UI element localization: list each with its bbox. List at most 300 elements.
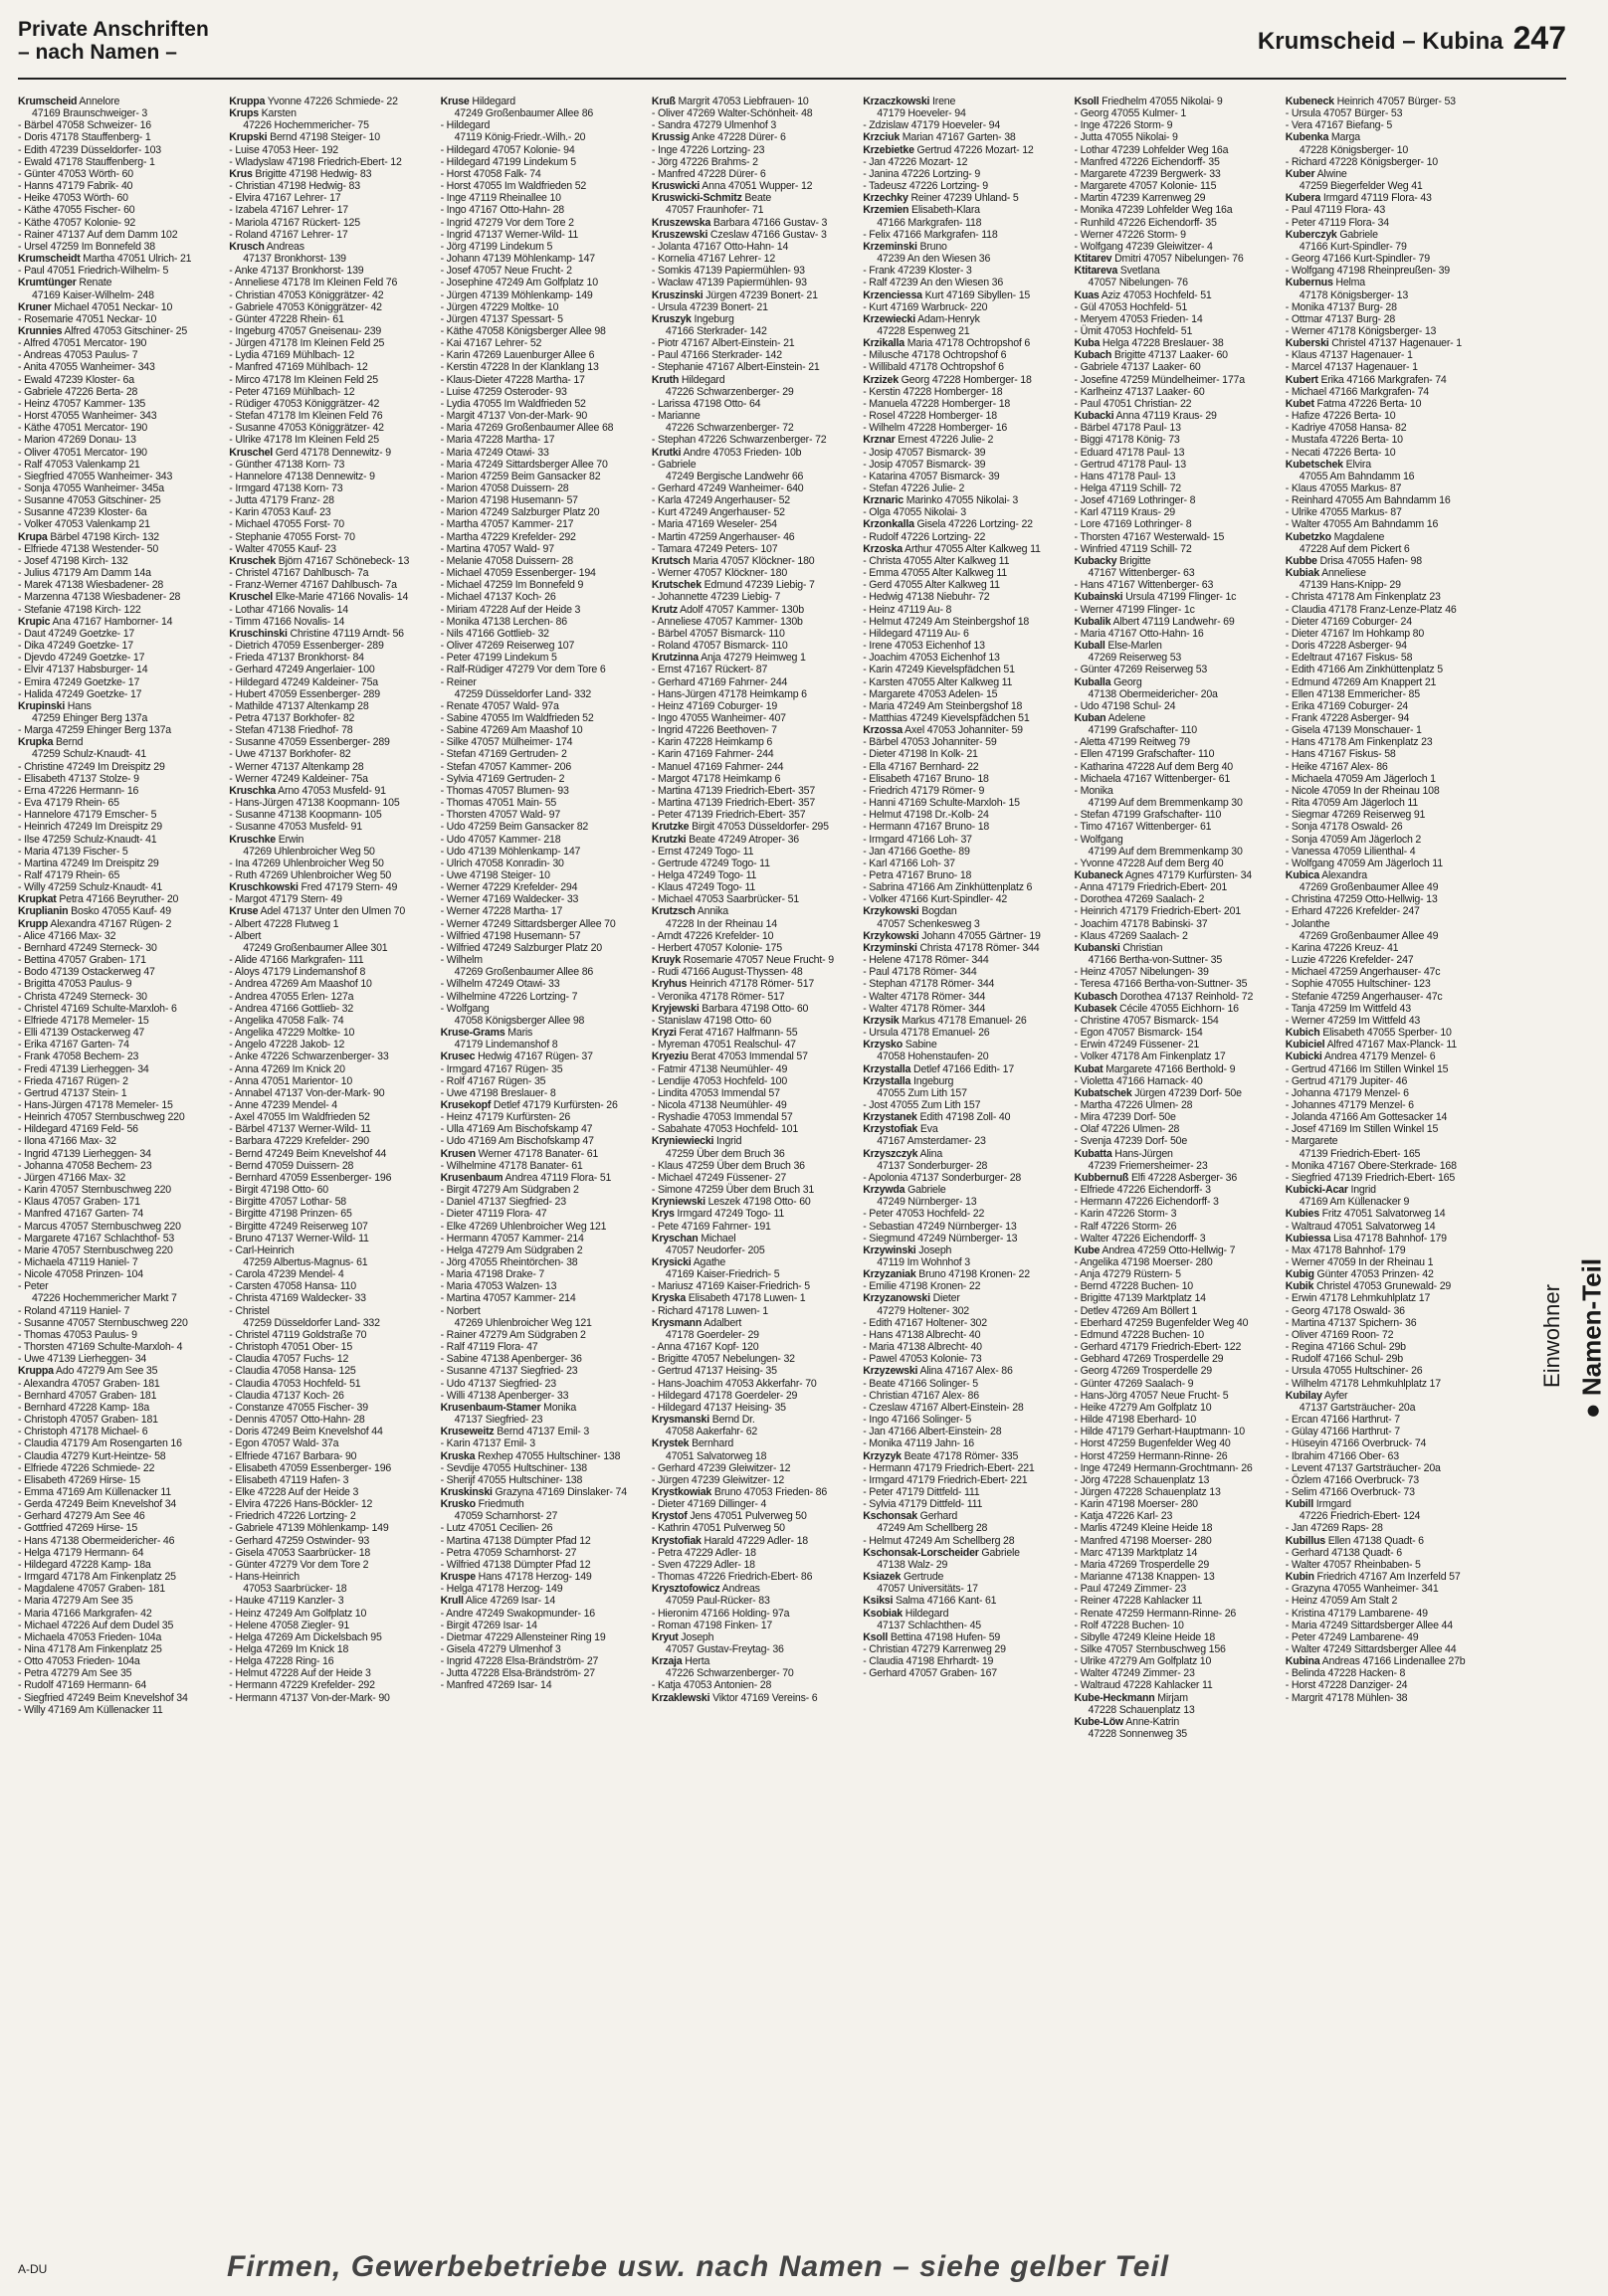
- directory-entry: - Waltraud 47228 Kahlacker 11: [1074, 1679, 1213, 1692]
- directory-entry: - Luise 47259 Osteroder- 93: [440, 385, 567, 398]
- entry-details: Alina: [917, 1147, 943, 1160]
- directory-entry: [1075, 96, 1277, 107]
- directory-entry: - Kathrin 47051 Pulverweg 50: [651, 1522, 785, 1535]
- directory-entry: - Käthe 47058 Königsberger Allee 98: [440, 324, 606, 337]
- surname: Kruschke: [229, 833, 276, 846]
- entry-details: Jens 47051 Pulverweg 50: [687, 1510, 807, 1523]
- directory-entry: [652, 1051, 854, 1062]
- entry-details: Andrea 47119 Flora- 51: [502, 1171, 612, 1184]
- directory-entry: - Elisabeth 47137 Stolze- 9: [18, 772, 139, 785]
- directory-entry: - Birgit 47269 Isar- 14: [440, 1619, 537, 1631]
- directory-entry: - Michael 47259 Angerhauser- 47c: [1285, 966, 1441, 979]
- surname: Krupinski: [18, 699, 66, 712]
- surname: Kubillus: [1285, 1534, 1325, 1547]
- directory-entry: - Sabine 47269 Am Maashof 10: [440, 724, 583, 737]
- directory-entry: [863, 1063, 1065, 1075]
- entry-details: Monika: [540, 1401, 577, 1414]
- directory-entry: - Monika 47167 Oberе-Sterkrade- 168: [1285, 1159, 1457, 1172]
- surname: Kruskinski: [440, 1485, 493, 1498]
- surname: Kruth: [651, 373, 680, 386]
- entry-details: Albert 47119 Landwehr- 69: [1110, 615, 1235, 628]
- directory-entry: - Jutta 47179 Franz- 28: [229, 494, 334, 507]
- directory-entry: 47226 Schwarzenberger- 70: [665, 1667, 794, 1680]
- directory-entry: - Wilfried 47249 Salzburger Platz 20: [440, 941, 602, 954]
- directory-entry: 47226 Friedrich-Ebert- 124: [1299, 1510, 1421, 1523]
- directory-entry: [1286, 555, 1488, 567]
- entry-details: Detlef 47179 Kurfürsten- 26: [491, 1098, 618, 1111]
- entry-details: Ellen 47138 Quadt- 6: [1324, 1534, 1424, 1547]
- directory-entry: - Carl-Heinrich: [229, 1244, 295, 1256]
- directory-entry: - Katharina 47228 Auf dem Berg 40: [1074, 760, 1233, 773]
- directory-entry: - Walter 47226 Eichendorff- 3: [1074, 1232, 1206, 1244]
- entry-details: Friedmuth: [475, 1498, 524, 1511]
- directory-entry: - Hans 47178 Am Finkenplatz 23: [1285, 736, 1433, 749]
- directory-entry: - Walter 47249 Sittardsberger Allee 44: [1285, 1643, 1457, 1655]
- directory-entry: 47269 Großenbaumer Allee 49: [1299, 881, 1439, 894]
- entry-details: Irmgard: [1313, 1498, 1351, 1511]
- directory-entry: [652, 447, 854, 459]
- directory-entry: - Christel 47169 Schulte-Marxloh- 6: [18, 1002, 177, 1015]
- directory-entry: - Sandra 47279 Ulmenhof 3: [651, 119, 777, 132]
- directory-column: [1075, 96, 1277, 2232]
- directory-entry: - Sylvia 47179 Dittfeld- 111: [863, 1498, 983, 1511]
- directory-entry: - Maria 47249 Sittardsberger Allee 44: [1285, 1619, 1453, 1631]
- directory-entry: - Volker 47178 Am Finkenplatz 17: [1074, 1051, 1226, 1063]
- directory-entry: - Karin 47198 Moerser- 280: [1074, 1498, 1198, 1511]
- directory-entry: - Ralf-Rüdiger 47279 Vor dem Tore 6: [440, 664, 606, 676]
- directory-entry: - Timo 47167 Wittenberger- 61: [1074, 821, 1212, 834]
- directory-entry: - Heike 47279 Am Golfplatz 10: [1074, 1401, 1212, 1414]
- directory-entry: [1286, 1027, 1488, 1039]
- directory-entry: - Marlis 47249 Kleine Heide 18: [1074, 1522, 1213, 1535]
- surname: Kruszyk: [651, 312, 692, 325]
- directory-entry: - Heinrich 47179 Friedrich-Ebert- 201: [1074, 905, 1241, 918]
- entry-details: Annika: [695, 905, 728, 918]
- directory-entry: - Udo 47137 Siegfried- 23: [440, 1377, 556, 1390]
- directory-entry: - Katja 47226 Karl- 23: [1074, 1510, 1173, 1523]
- directory-entry: [1075, 1063, 1277, 1075]
- directory-entry: - Manfred 47198 Moerser- 280: [1074, 1534, 1212, 1547]
- entry-details: Anneliese: [1318, 567, 1366, 580]
- directory-entry: [652, 1655, 854, 1667]
- entry-details: Bernd 47137 Emil- 3: [494, 1426, 590, 1438]
- entry-details: Ursula 47199 Flinger- 1c: [1122, 591, 1237, 604]
- directory-entry: - Silke 47057 Sternbuschweg 156: [1074, 1643, 1226, 1655]
- directory-entry: - Dika 47249 Goetzke- 17: [18, 640, 133, 653]
- directory-entry: - Max 47178 Bahnhof- 179: [1285, 1244, 1406, 1256]
- directory-entry: - Brigitte 47057 Nebelungen- 32: [651, 1353, 795, 1366]
- directory-entry: - Franz-Werner 47167 Dahlbusch- 7a: [229, 579, 397, 592]
- directory-entry: - Miriam 47228 Auf der Heide 3: [440, 603, 581, 616]
- directory-entry: [1286, 398, 1488, 410]
- directory-entry: - Inge 47226 Lortzing- 23: [651, 143, 765, 156]
- directory-entry: [18, 277, 220, 288]
- surname: Kubach: [1074, 349, 1112, 362]
- directory-entry: - Johanna 47179 Menzel- 6: [1285, 1086, 1409, 1099]
- directory-entry: [1075, 1692, 1277, 1704]
- directory-entry: - Halida 47249 Goetzke- 17: [18, 687, 142, 700]
- entry-details: Arthur 47055 Alter Kalkweg 11: [903, 542, 1041, 555]
- directory-entry: - Frank 47228 Asberger- 94: [1285, 711, 1410, 724]
- directory-entry: 47057 Neudorfer- 205: [665, 1244, 765, 1256]
- surname: Kubernus: [1285, 277, 1333, 289]
- directory-entry: - Petra 47137 Borkhofer- 82: [229, 711, 355, 724]
- directory-entry: - Christine 47057 Bismarck- 154: [1074, 1014, 1219, 1027]
- directory-entry: - Stefanie 47198 Kirch- 122: [18, 603, 141, 616]
- directory-entry: - Angelika 47058 Falk- 74: [229, 1014, 344, 1027]
- directory-entry: - Jutta 47055 Nikolai- 9: [1074, 131, 1178, 144]
- directory-entry: [863, 942, 1065, 954]
- directory-entry: - Doris 47249 Beim Knevelshof 44: [229, 1426, 383, 1438]
- directory-entry: - Martina 47139 Friedrich-Ebert- 357: [651, 784, 816, 797]
- surname: Kubig: [1285, 1268, 1314, 1281]
- entry-details: Irmgard 47249 Togo- 11: [674, 1208, 785, 1221]
- surname: Kubenka: [1285, 131, 1329, 144]
- directory-entry: - Johannes 47179 Menzel- 6: [1285, 1098, 1414, 1111]
- directory-entry: [441, 1099, 643, 1111]
- surname: Kuballa: [1074, 675, 1111, 688]
- directory-entry: - Wilhelm 47178 Lehmkuhlplatz 17: [1285, 1377, 1441, 1390]
- directory-entry: - Heinz 47059 Am Stalt 2: [1285, 1595, 1398, 1608]
- directory-entry: - Renate 47057 Wald- 97a: [440, 699, 559, 712]
- directory-entry: [863, 289, 1065, 301]
- surname: Kubanski: [1074, 941, 1120, 954]
- directory-entry: - Gerhard 47138 Quadt- 6: [1285, 1546, 1402, 1559]
- surname: Kubacky: [1074, 554, 1117, 567]
- directory-entry: - Wilhelm 47228 Homberger- 16: [863, 422, 1008, 435]
- surname: Kubacki: [1074, 410, 1114, 423]
- directory-entry: [1286, 1208, 1488, 1220]
- surname: Krusec: [440, 1051, 476, 1063]
- directory-entry: - Christa 47055 Alter Kalkweg 11: [863, 554, 1010, 567]
- surname: Krupa: [18, 530, 48, 543]
- directory-entry: - Ralf 47239 An den Wiesen 36: [863, 277, 1004, 289]
- directory-entry: - Helmut 47249 Am Steinbergshof 18: [863, 615, 1030, 628]
- directory-entry: - Christa 47169 Waldecker- 33: [229, 1292, 366, 1305]
- entry-details: Friedhelm 47055 Nikolai- 9: [1099, 96, 1223, 107]
- directory-entry: [863, 1123, 1065, 1135]
- directory-entry: - Richard 47228 Königsberger- 10: [1285, 155, 1438, 168]
- surname: Krups: [229, 107, 259, 120]
- directory-entry: - Ursula 47057 Bürger- 53: [1285, 107, 1403, 120]
- directory-entry: - Klaus 47249 Togo- 11: [651, 881, 756, 894]
- directory-entry: - Werner 47228 Martha- 17: [440, 905, 563, 918]
- directory-entry: 47119 Im Wohnhof 3: [877, 1256, 970, 1268]
- directory-entry: - Dieter 47169 Coburger- 24: [1285, 615, 1412, 628]
- directory-entry: - Christian 47053 Königgrätzer- 42: [229, 288, 384, 301]
- directory-entry: - Stefan 47226 Julie- 2: [863, 482, 965, 494]
- directory-entry: - Margarete 47239 Bergwerk- 33: [1074, 167, 1221, 180]
- entry-details: Alwine: [1314, 167, 1347, 180]
- directory-entry: - Walter 47249 Zimmer- 23: [1074, 1667, 1195, 1680]
- surname: Krzyminski: [863, 941, 917, 954]
- entry-details: Hildegard: [903, 1607, 949, 1620]
- directory-entry: - Heinz 47179 Kurfürsten- 26: [440, 1111, 571, 1124]
- surname: Kruspe: [440, 1571, 476, 1584]
- directory-entry: 47051 Salvatorweg 18: [665, 1449, 767, 1462]
- directory-entry: - Christa 47249 Sterneck- 30: [18, 990, 147, 1003]
- directory-entry: - Günter 47228 Rhein- 61: [229, 312, 344, 325]
- entry-details: Adelene: [1106, 711, 1146, 724]
- directory-entry: 47249 Nürnberger- 13: [877, 1196, 977, 1209]
- directory-entry: - Werner 47199 Flinger- 1c: [1074, 603, 1195, 616]
- entry-details: Fred 47179 Stern- 49: [298, 881, 398, 894]
- directory-entry: - Arndt 47226 Krefelder- 10: [651, 929, 774, 942]
- directory-entry: - Necati 47226 Berta- 10: [1285, 446, 1396, 459]
- directory-entry: - Klaus 47057 Graben- 171: [18, 1196, 140, 1209]
- directory-entry: - Hilde 47179 Gerhart-Hauptmann- 10: [1074, 1426, 1245, 1438]
- directory-entry: 47169 Kaiser-Wilhelm- 248: [32, 288, 154, 301]
- directory-entry: - Maria 47138 Albrecht- 40: [863, 1341, 982, 1354]
- directory-entry: - Tadeusz 47226 Lortzing- 9: [863, 180, 988, 193]
- directory-entry: [1286, 1390, 1488, 1402]
- directory-entry: [863, 1075, 1065, 1087]
- entry-details: Georg 47228 Homberger- 18: [898, 373, 1032, 386]
- directory-entry: - Sylvia 47169 Gertruden- 2: [440, 772, 565, 785]
- directory-entry: - Wolfgang: [1074, 833, 1123, 846]
- directory-entry: - Edeltraut 47167 Fiskus- 58: [1285, 652, 1413, 665]
- entry-details: Grazyna 47169 Dinslaker- 74: [492, 1485, 627, 1498]
- directory-entry: [863, 1510, 1065, 1522]
- directory-entry: - Peter 47249 Lambarene- 49: [1285, 1630, 1419, 1643]
- directory-entry: - Angelika 47198 Moerser- 280: [1074, 1256, 1213, 1268]
- directory-entry: - Kristina 47179 Lambarene- 49: [1285, 1607, 1428, 1620]
- directory-entry: 47179 Lindemanshof 8: [454, 1039, 558, 1052]
- directory-entry: - Ursula 47239 Bonert- 21: [651, 300, 768, 313]
- surname: Krznar: [863, 434, 896, 447]
- directory-entry: - Edmund 47228 Buchen- 10: [1074, 1328, 1204, 1341]
- directory-entry: - Dieter 47169 Dillinger- 4: [651, 1498, 767, 1511]
- entry-details: Helga 47228 Breslauer- 38: [1100, 337, 1224, 350]
- directory-entry: - Margot 47179 Stern- 49: [229, 893, 342, 906]
- directory-entry: - Gertrude 47249 Togo- 11: [651, 857, 770, 869]
- surname: Krzaklewski: [651, 1691, 710, 1704]
- directory-entry: - Margarete 47057 Kolonie- 115: [1074, 180, 1217, 193]
- directory-entry: - Rosemarie 47051 Neckar- 10: [18, 312, 157, 325]
- entry-details: Maria 47057 Klöckner- 180: [690, 554, 815, 567]
- surname: Kuball: [1074, 640, 1106, 653]
- surname: Krutzinna: [651, 652, 699, 665]
- surname: Kube: [1074, 1244, 1101, 1256]
- entry-details: Irene: [929, 96, 956, 107]
- directory-entry: 47226 Hochemmericher- 75: [243, 119, 369, 132]
- entry-details: Marinko 47055 Nikolai- 3: [903, 494, 1019, 507]
- surname: Kubich: [1285, 1027, 1320, 1040]
- directory-entry: - Ralf 47226 Storm- 26: [1074, 1220, 1177, 1233]
- directory-entry: 47166 Bertha-von-Suttner- 35: [1088, 954, 1223, 967]
- directory-entry: - Horst 47259 Bugenfelder Weg 40: [1074, 1437, 1231, 1450]
- directory-entry: - Michaela 47167 Wittenberger- 61: [1074, 772, 1231, 785]
- surname: Kruppa: [229, 96, 266, 107]
- surname: Krzyzaniak: [863, 1268, 916, 1281]
- directory-entry: - Marion 47058 Duissern- 28: [440, 482, 569, 494]
- directory-entry: - Johann 47139 Möhlenkamp- 147: [440, 253, 595, 266]
- directory-entry: 47167 Wittenberger- 63: [1088, 567, 1195, 580]
- directory-entry: - Kadriye 47058 Hansa- 82: [1285, 422, 1407, 435]
- directory-entry: [1286, 1051, 1488, 1062]
- entry-details: Anne-Katrin: [1123, 1715, 1180, 1728]
- surname: Kubicki: [1285, 1051, 1322, 1063]
- surname: Ksiazek: [863, 1571, 902, 1584]
- directory-entry: - Bruno 47137 Werner-Wild- 11: [229, 1232, 369, 1244]
- surname: Krupic: [18, 615, 51, 628]
- entry-details: Dorothea 47137 Reinhold- 72: [1116, 990, 1254, 1003]
- directory-entry: - Ingo 47166 Solinger- 5: [863, 1414, 972, 1427]
- directory-entry: 47059 Paul-Rücker- 83: [665, 1595, 770, 1608]
- surname: Krzywda: [863, 1184, 905, 1197]
- directory-entry: [652, 1583, 854, 1595]
- directory-entry: - Gerhard 47239 Gleiwitzer- 12: [651, 1461, 791, 1474]
- directory-entry: - Kornelia 47167 Lehrer- 12: [651, 253, 776, 266]
- surname: Krussig: [651, 131, 690, 144]
- directory-entry: [441, 1148, 643, 1160]
- directory-entry: - Andre 47249 Swakopmunder- 16: [440, 1607, 595, 1620]
- directory-entry: - Christian 47279 Karrenweg 29: [863, 1643, 1006, 1655]
- entry-details: Rexhep 47055 Hultschiner- 138: [475, 1449, 621, 1462]
- directory-entry: [1286, 869, 1488, 881]
- directory-entry: - Heinz 47169 Coburger- 19: [651, 699, 778, 712]
- directory-entry: - Maria 47169 Weseler- 254: [651, 518, 777, 531]
- surname: Kuber: [1285, 167, 1315, 180]
- surname: Kryeziu: [651, 1051, 689, 1063]
- entry-details: Beate 47178 Römer- 335: [901, 1449, 1019, 1462]
- directory-entry: - Marion 47259 Beim Gansacker 82: [440, 470, 601, 482]
- directory-entry: - Helga 47279 Am Südgraben 2: [440, 1244, 583, 1256]
- directory-entry: 47137 Schlachthen- 45: [877, 1619, 981, 1631]
- directory-entry: - Milusche 47178 Ochtropshof 6: [863, 349, 1007, 362]
- directory-entry: - Joachim 47053 Eichenhof 13: [863, 652, 1000, 665]
- entry-details: Bosko 47055 Kauf- 49: [68, 905, 171, 918]
- entry-details: Czeslaw 47166 Gustav- 3: [707, 228, 827, 241]
- surname: Kryzi: [651, 1027, 677, 1040]
- directory-entry: 47226 Schwarzenberger- 29: [665, 385, 794, 398]
- directory-entry: - Erhard 47226 Krefelder- 247: [1285, 905, 1420, 918]
- directory-entry: - Heinrich 47249 Im Dreispitz 29: [18, 821, 162, 834]
- directory-entry: - Janina 47226 Lortzing- 9: [863, 167, 981, 180]
- directory-entry: - Pete 47169 Fahrner- 191: [651, 1220, 771, 1233]
- directory-entry: - Manfred 47269 Isar- 14: [440, 1679, 552, 1692]
- entry-details: Brigitte 47198 Hedwig- 83: [252, 167, 372, 180]
- surname: Kubik: [1285, 1280, 1314, 1293]
- directory-entry: 47259 Schulz-Knaudt- 41: [32, 748, 146, 761]
- running-head: [1258, 20, 1566, 57]
- directory-entry: - Hedwig 47138 Niebuhr- 72: [863, 591, 990, 604]
- directory-entry: - Svenja 47239 Dorf- 50e: [1074, 1135, 1188, 1148]
- entry-details: Fatma 47226 Berta- 10: [1313, 397, 1422, 410]
- entry-details: Ayfer: [1321, 1389, 1348, 1402]
- directory-entry: - Kerstin 47228 In der Klanklang 13: [440, 361, 599, 374]
- directory-entry: - Gerhard 47179 Friedrich-Ebert- 122: [1074, 1341, 1242, 1354]
- entry-details: Bruno 47053 Frieden- 86: [711, 1485, 828, 1498]
- directory-entry: - Brigitte 47139 Marktplatz 14: [1074, 1292, 1206, 1305]
- directory-entry: - Kai 47167 Lehrer- 52: [440, 337, 542, 350]
- surname: Krysztofowicz: [651, 1583, 720, 1596]
- surname: Krystof: [651, 1510, 688, 1523]
- entry-details: Adel 47137 Unter den Ulmen 70: [258, 905, 406, 918]
- directory-entry: [652, 229, 854, 241]
- entry-details: Renate: [76, 277, 112, 289]
- directory-entry: [863, 930, 1065, 942]
- directory-entry: - Frank 47058 Bechem- 23: [18, 1051, 139, 1063]
- directory-entry: - Claudia 47179 Am Rosengarten 16: [18, 1437, 182, 1450]
- directory-entry: - Wilfried 47138 Dümpter Pfad 12: [440, 1558, 591, 1571]
- directory-entry: - Felix 47166 Markgrafen- 118: [863, 228, 998, 241]
- directory-entry: - Peter 47053 Hochfeld- 22: [863, 1208, 985, 1221]
- directory-entry: [652, 1196, 854, 1208]
- directory-entry: 47059 Scharnhorst- 27: [454, 1510, 558, 1523]
- entry-details: Herta: [682, 1655, 710, 1668]
- directory-entry: - Elli 47139 Ostackerweg 47: [18, 1027, 145, 1040]
- directory-entry: - Michael 47259 Im Bonnefeld 9: [440, 579, 584, 592]
- directory-entry: - Sonja 47055 Wanheimer- 345a: [18, 482, 164, 494]
- entry-details: Yvonne 47226 Schmiede- 22: [265, 96, 398, 107]
- directory-entry: [652, 1510, 854, 1522]
- directory-entry: 47053 Saarbrücker- 18: [243, 1583, 347, 1596]
- directory-entry: - Thorsten 47057 Wald- 97: [440, 809, 561, 822]
- directory-entry: - Paul 47051 Christian- 22: [1074, 397, 1192, 410]
- directory-entry: - Marga 47259 Ehinger Berg 137a: [18, 724, 171, 737]
- directory-entry: - Edmund 47269 Am Knappert 21: [1285, 675, 1437, 688]
- directory-entry: [229, 905, 431, 917]
- directory-entry: [863, 96, 1065, 107]
- directory-entry: 47228 Auf dem Pickert 6: [1299, 542, 1410, 555]
- directory-entry: - Ralf 47179 Rhein- 65: [18, 869, 120, 881]
- directory-entry: - Emma 47055 Alter Kalkweg 11: [863, 567, 1007, 580]
- directory-entry: - Marek 47138 Wiesbadener- 28: [18, 579, 164, 592]
- directory-entry: - Siegfried 47249 Beim Knevelshof 34: [18, 1691, 188, 1704]
- directory-entry: - Werner 47059 In der Rheinau 1: [1285, 1256, 1434, 1268]
- entry-details: Maris: [504, 1027, 533, 1040]
- entry-details: Erika 47166 Markgrafen- 74: [1317, 373, 1447, 386]
- entry-details: Erwin: [275, 833, 304, 846]
- directory-entry: - Anja 47279 Rüstern- 5: [1074, 1268, 1181, 1281]
- directory-entry: 47055 Am Bahndamm 16: [1299, 470, 1415, 482]
- directory-entry: - Carola 47239 Mendel- 4: [229, 1268, 344, 1281]
- directory-entry: - Martina 47057 Kammer- 214: [440, 1292, 576, 1305]
- directory-entry: [1286, 337, 1488, 349]
- directory-entry: - Günter 47269 Saalach- 9: [1074, 1377, 1194, 1390]
- directory-entry: - Wacław 47139 Papiermühlen- 93: [651, 277, 807, 289]
- directory-entry: - Wolfgang 47239 Gleiwitzer- 4: [1074, 240, 1213, 253]
- directory-entry: - Reiner 47228 Kahlacker 11: [1074, 1595, 1203, 1608]
- directory-entry: - Stefan 47178 Im Kleinen Feld 76: [229, 410, 383, 423]
- directory-entry: 47057 Schenkesweg 3: [877, 917, 980, 930]
- surname: Kubetschek: [1285, 458, 1343, 471]
- entry-details: Barbara 47166 Gustav- 3: [710, 216, 828, 229]
- directory-entry: - Stephan 47178 Römer- 344: [863, 978, 995, 991]
- directory-entry: - Ellen 47199 Grafschafter- 110: [1074, 748, 1215, 761]
- directory-entry: - Gerda 47249 Beim Knevelshof 34: [18, 1498, 177, 1511]
- directory-entry: - Stefan 47138 Friedhof- 78: [229, 724, 353, 737]
- directory-entry: - Lothar 47166 Novalis- 14: [229, 603, 348, 616]
- directory-entry: [1286, 374, 1488, 386]
- surname: Krupski: [229, 131, 268, 144]
- directory-entry: - Sabine 47055 Im Waldfrieden 52: [440, 711, 594, 724]
- directory-entry: - Albert 47228 Flutweg 1: [229, 917, 339, 930]
- directory-entry: - Edith 47239 Düsseldorfer- 103: [18, 143, 161, 156]
- directory-entry: - Sven 47229 Adler- 18: [651, 1558, 755, 1571]
- directory-entry: 47166 Markgrafen- 118: [877, 216, 982, 229]
- directory-entry: - Martina 47139 Friedrich-Ebert- 357: [651, 797, 816, 810]
- directory-entry: - Veronika 47178 Römer- 517: [651, 990, 785, 1003]
- directory-entry: - Rainer 47137 Auf dem Damm 102: [18, 228, 178, 241]
- directory-entry: [863, 494, 1065, 506]
- directory-entry: - Paul 47249 Zimmer- 23: [1074, 1583, 1187, 1596]
- directory-entry: - Paul 47051 Friedrich-Wilhelm- 5: [18, 265, 169, 278]
- section-title-line2: – nach Namen –: [18, 41, 177, 64]
- surname: Kubeneck: [1285, 96, 1334, 107]
- directory-entry: - Josip 47057 Bismarck- 39: [863, 458, 986, 471]
